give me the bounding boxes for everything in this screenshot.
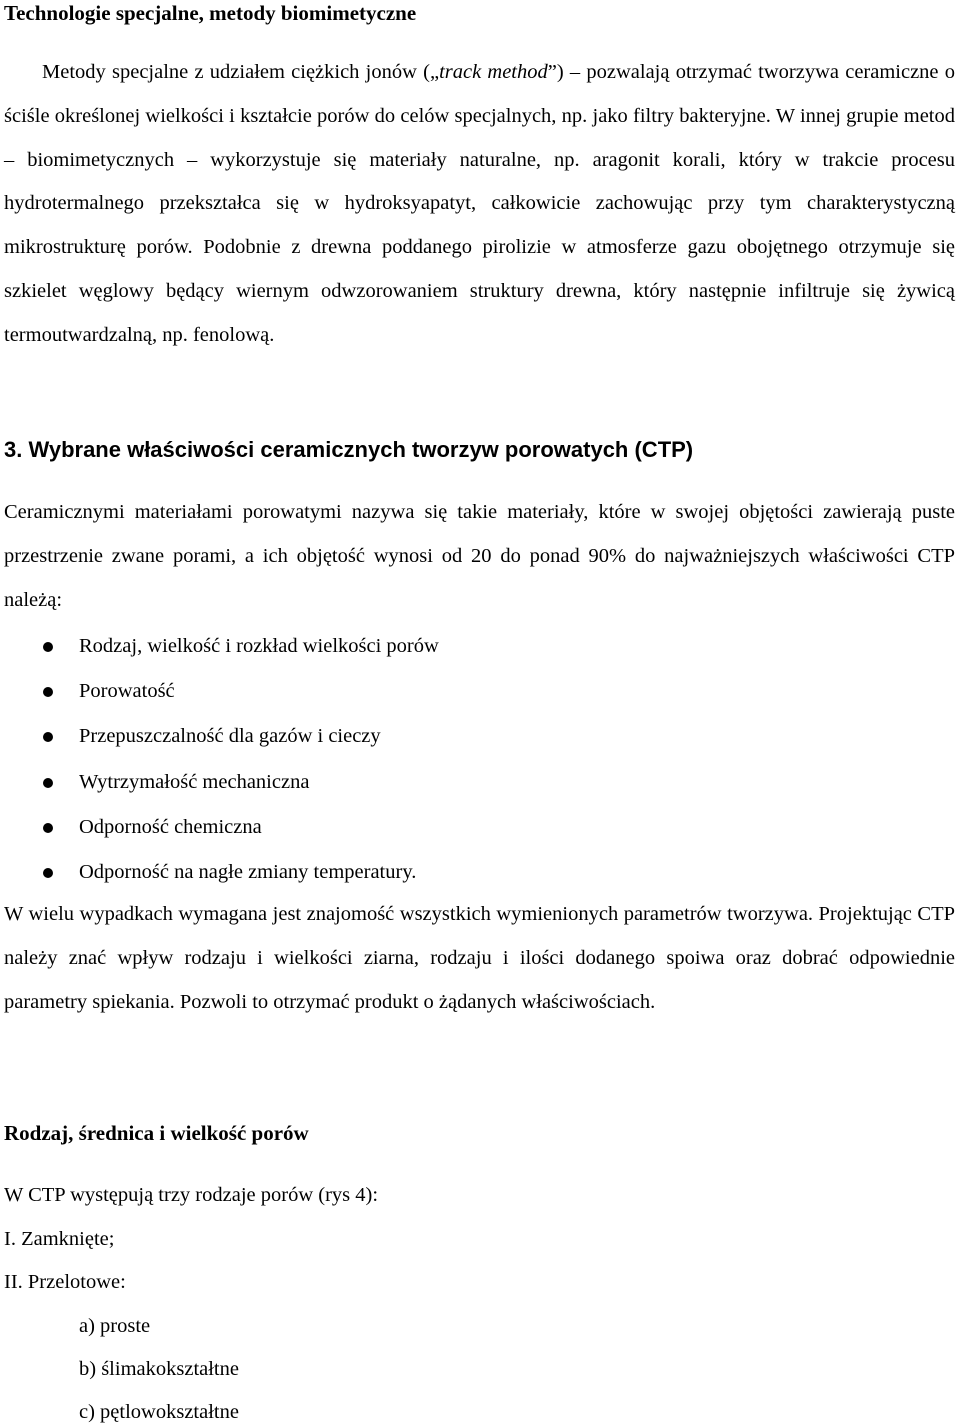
section-3-conclusion-paragraph: W wielu wypadkach wymagana jest znajomość wszystkich wymienionych parametrów tworzywa. Projektując CTP należy znać wpływ rodzaju i wielkości ziarna, rodzaju i ilości dodanego spoiwa oraz dobrać odpowiednie parametry spiekania. Pozwoli to otrzymać produkt o żądanych właściwościach. xyxy=(4,903,955,1013)
list-item-text: Odporność chemiczna xyxy=(79,815,262,838)
list-item-text: Wytrzymałość mechaniczna xyxy=(79,770,310,793)
pore-type-closed: I. Zamknięte; xyxy=(4,1228,115,1250)
pore-subtype-looped: c) pętlowokształtne xyxy=(79,1401,239,1423)
list-item-text: Odporność na nagłe zmiany temperatury. xyxy=(79,860,417,883)
list-item xyxy=(0,624,960,669)
bullet-icon xyxy=(43,778,53,788)
pores-subheading: Rodzaj, średnica i wielkość porów xyxy=(4,1121,309,1145)
pore-subtype-straight: a) proste xyxy=(79,1315,151,1337)
list-item xyxy=(0,850,960,895)
bullet-icon xyxy=(43,687,53,697)
pore-subtype-helical: b) ślimakokształtne xyxy=(79,1358,239,1380)
properties-list xyxy=(0,624,960,895)
bullet-icon xyxy=(43,868,53,878)
list-item-text: Przepuszczalność dla gazów i cieczy xyxy=(79,725,381,748)
bullet-icon xyxy=(43,732,53,742)
bullet-icon xyxy=(43,642,53,652)
pore-type-through: II. Przelotowe: xyxy=(4,1271,126,1293)
page-heading: Technologie specjalne, metody biomimetyczne xyxy=(4,1,417,25)
list-item xyxy=(0,805,960,850)
intro-paragraph xyxy=(4,51,955,358)
section-3-intro-paragraph: Ceramicznymi materiałami porowatymi nazywa się takie materiały, które w swojej objętości zawierają puste przestrzenie zwane porami, a ich objętość wynosi od 20 do ponad 90% do najważniejszych właściwości CTP należą: xyxy=(4,501,955,611)
intro-text-rest: ”) – pozwalają otrzymać tworzywa ceramiczne o ściśle określonej wielkości i kształcie porów do celów specjalnych, np. jako filtry bakteryjne. W innej grupie metod – biomimetycznych – wykorzystuje się materiały naturalne, np. aragonit korali, który w trakcie procesu hydrotermalnego przekształca się w hydroksyapatyt, całkowicie zachowując przy tym charakterystyczną mikrostrukturę porów. Podobnie z drewna poddanego pirolizie w atmosferze gazu obojętnego otrzymuje się szkielet węglowy będący wiernym odwzorowaniem struktury drewna, który następnie infiltruje się żywicą termoutwardzalną, np. fenolową. xyxy=(4,61,956,346)
intro-italic-term: track method xyxy=(439,61,548,83)
intro-text-start: Metody specjalne z udziałem ciężkich jonów („ xyxy=(42,61,440,83)
list-item xyxy=(0,669,960,714)
list-item-text: Rodzaj, wielkość i rozkład wielkości porów xyxy=(79,635,439,657)
pores-intro-line: W CTP występują trzy rodzaje porów (rys 4): xyxy=(4,1184,379,1206)
list-item-text: Porowatość xyxy=(79,680,175,703)
bullet-icon xyxy=(43,823,53,833)
section-3-heading: 3. Wybrane właściwości ceramicznych tworzyw porowatych (CTP) xyxy=(4,437,694,462)
list-item xyxy=(0,714,960,759)
list-item xyxy=(0,760,960,805)
